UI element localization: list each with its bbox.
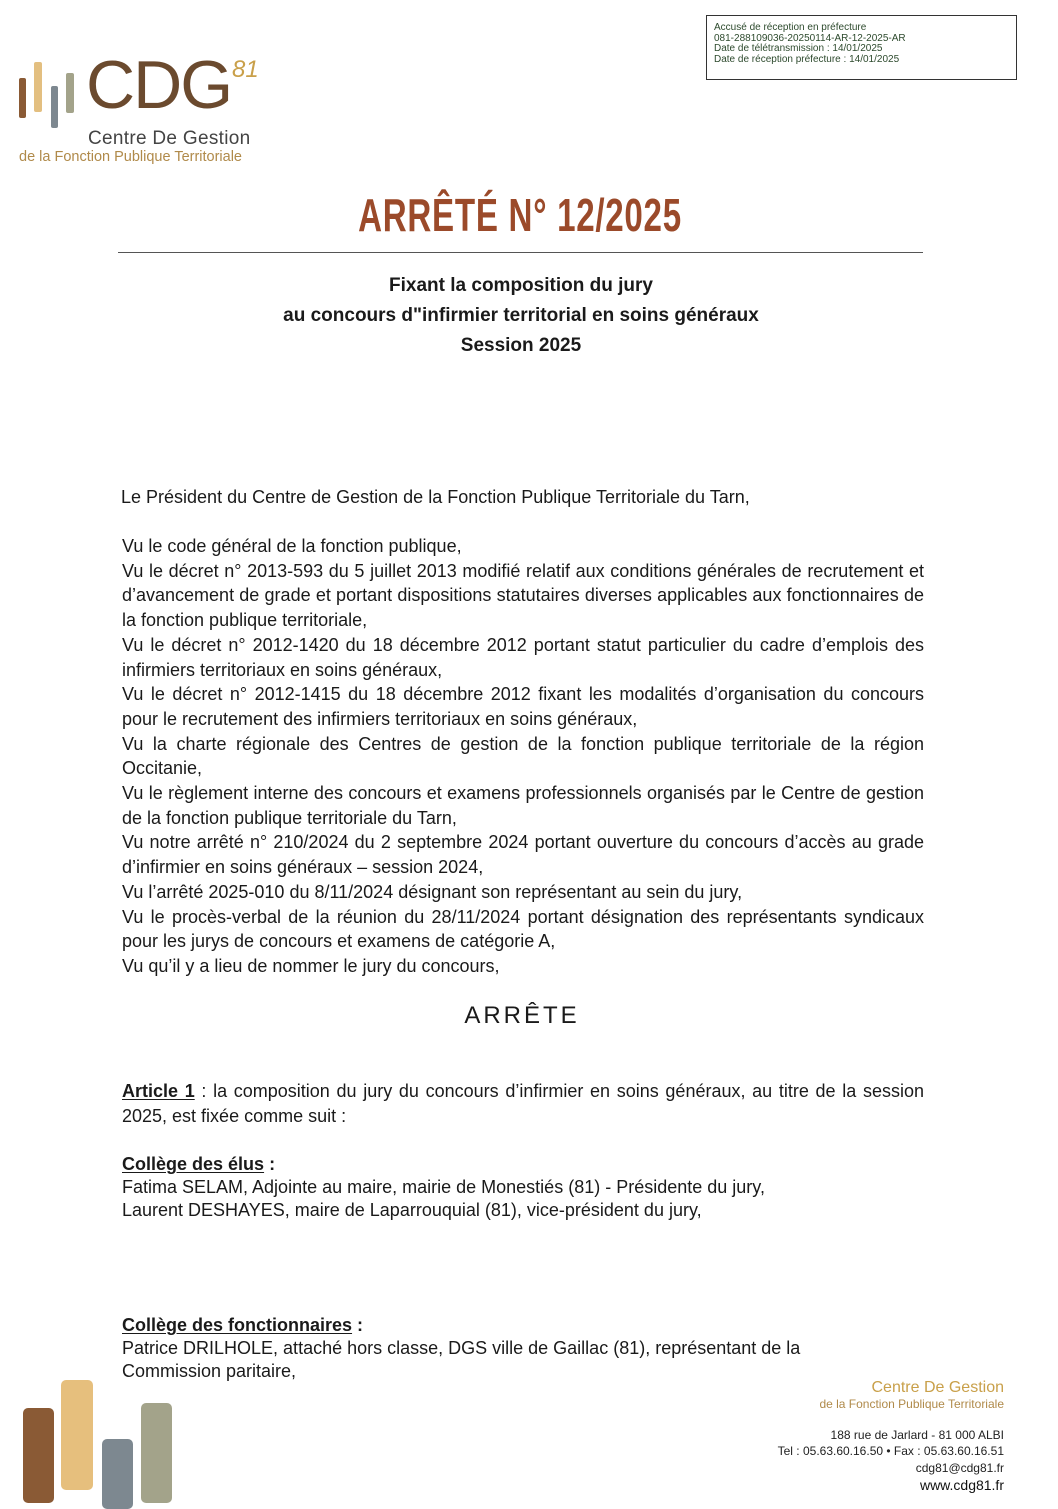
prefecture-receipt-stamp [706, 15, 1017, 80]
footer-org2: de la Fonction Publique Territoriale [819, 1397, 1004, 1411]
visa: Vu le code général de la fonction publique, [122, 536, 462, 556]
stamp-line: Date de réception préfecture : 14/01/2025 [714, 53, 900, 65]
stamp-line: Accusé de réception en préfecture [714, 22, 867, 33]
jury-member: Laurent DESHAYES, maire de Laparrouquial (81), vice-président du jury, [122, 1200, 702, 1220]
visa: Vu le décret n° 2013-593 du 5 juillet 2013 modifié relatif aux conditions générales de recrutement et d’avancement de grade et portant dispositions statutaires diverses applicables aux fonctionnaires de la fonction publique territoriale, [122, 560, 924, 631]
article-1 [122, 1079, 924, 1128]
article-label: Article 1 [122, 1081, 195, 1101]
section-heading: Collège des élus [122, 1154, 265, 1174]
footer-org1: Centre De Gestion [871, 1379, 1004, 1396]
visa: Vu le procès-verbal de la réunion du 28/11/2024 portant désignation des représentants syndicaux pour les jurys de concours et examens de catégorie A, [122, 906, 924, 952]
logo-letters: CDG [86, 47, 232, 123]
document-title: ARRÊTÉ N° 12/2025 [358, 189, 682, 241]
logo-line1: Centre De Gestion [88, 128, 251, 149]
footer-phone: Tel : 05.63.60.16.50 • Fax : 05.63.60.16.51 [777, 1444, 1004, 1458]
stamp-line: Date de télétransmission : 14/01/2025 [714, 43, 883, 54]
section-heading: Collège des fonctionnaires [122, 1315, 353, 1335]
article-text: : la composition du jury du concours d’infirmier en soins généraux, au titre de la session 2025, est fixée comme suit : [122, 1081, 924, 1126]
heading-suffix: : [264, 1154, 276, 1174]
college-fonctionnaires [122, 1314, 924, 1383]
visa: Vu le décret n° 2012-1420 du 18 décembre 2012 portant statut particulier du cadre d’emplois des infirmiers territoriaux en soins généraux, [122, 634, 924, 680]
logo-line2: de la Fonction Publique Territoriale [19, 149, 243, 165]
visa: Vu qu’il y a lieu de nommer le jury du concours, [122, 955, 500, 976]
visas-list [122, 534, 924, 979]
logo-number: 81 [232, 56, 259, 83]
visa: Vu le règlement interne des concours et examens professionnels organisés par le Centre de gestion de la fonction publique territoriale du Tarn, [122, 783, 924, 828]
arrete-heading: ARRÊTE [464, 1002, 580, 1029]
subtitle-line: Fixant la composition du jury [389, 275, 653, 296]
visa: Vu la charte régionale des Centres de gestion de la fonction publique territoriale de la région Occitanie, [122, 733, 924, 779]
footer-address: 188 rue de Jarlard - 81 000 ALBI [830, 1428, 1004, 1442]
heading-suffix: : [352, 1315, 364, 1335]
footer-website[interactable]: www.cdg81.fr [919, 1477, 1004, 1493]
footer-email[interactable]: cdg81@cdg81.fr [915, 1461, 1004, 1475]
document-subtitle [120, 271, 922, 361]
jury-member: Fatima SELAM, Adjointe au maire, mairie de Monestiés (81) - Présidente du jury, [122, 1177, 765, 1197]
visa: Vu notre arrêté n° 210/2024 du 2 septembre 2024 portant ouverture du concours d’accès au grade d’infirmier en soins généraux – session 2024, [122, 832, 924, 878]
stamp-line: 081-288109036-20250114-AR-12-2025-AR [714, 32, 906, 44]
visa: Vu le décret n° 2012-1415 du 18 décembre 2012 fixant les modalités d’organisation du concours pour le recrutement des infirmiers territoriaux en soins généraux, [122, 684, 924, 729]
jury-member: Patrice DRILHOLE, attaché hors classe, DGS ville de Gaillac (81), représentant de la Commission paritaire, [122, 1338, 801, 1381]
title-divider [118, 252, 923, 253]
subtitle-line: au concours d"infirmier territorial en soins généraux [283, 305, 759, 326]
intro-paragraph: Le Président du Centre de Gestion de la Fonction Publique Territoriale du Tarn, [121, 487, 750, 507]
college-elus [122, 1153, 924, 1222]
subtitle-line: Session 2025 [460, 335, 582, 356]
visa: Vu l’arrêté 2025-010 du 8/11/2024 désignant son représentant au sein du jury, [122, 881, 743, 902]
